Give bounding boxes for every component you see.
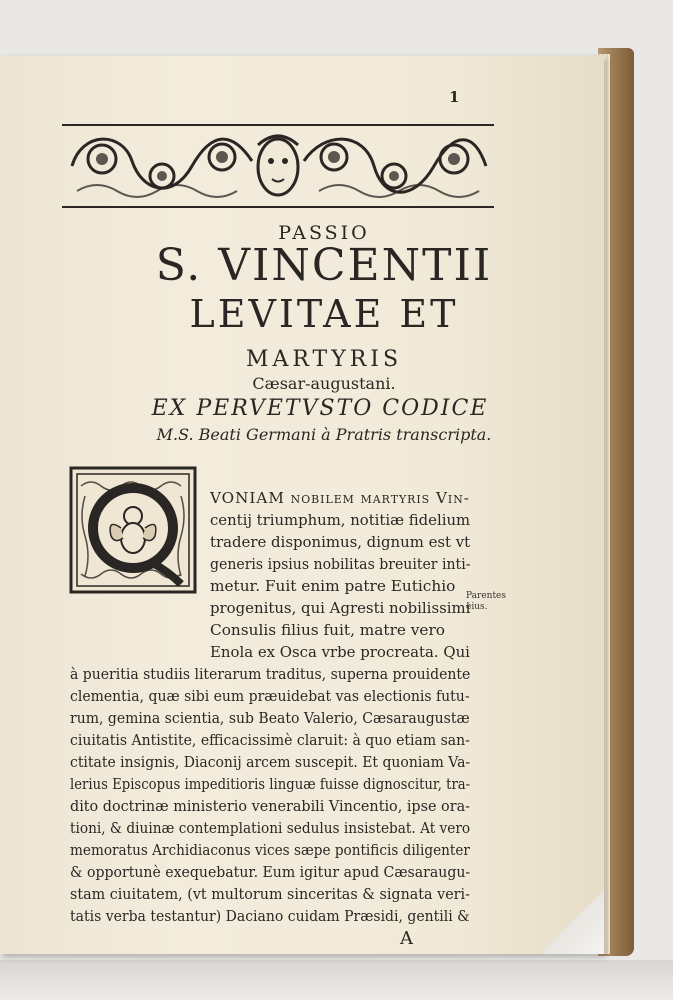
body-line: generis ipsius nobilitas breuiter inti- xyxy=(210,555,471,573)
title-place: Cæsar-augustani. xyxy=(252,374,396,393)
title-levitae: LEVITAE ET xyxy=(189,292,459,336)
catchword: A xyxy=(400,928,413,949)
body-line: tradere disponimus, dignum est vt xyxy=(210,533,471,551)
marginal-note: Parentes eius. xyxy=(466,591,507,612)
face-mask-ornament xyxy=(258,136,298,195)
body-line: lerius Episcopus impeditioris linguæ fuisse dignoscitur, tra- xyxy=(70,775,471,793)
body-line: centij triumphum, notitiæ fidelium xyxy=(210,511,471,529)
subtitle-codice: EX PERVETVSTO CODICE xyxy=(151,396,489,421)
ornamental-headpiece xyxy=(62,121,494,211)
table-surface xyxy=(0,960,673,1000)
body-line: progenitus, qui Agresti nobilissimi xyxy=(210,599,471,617)
book-page xyxy=(0,56,604,954)
body-line: tatis verba testantur) Daciano cuidam Præsidi, gentili & xyxy=(70,907,470,925)
decorated-initial-q xyxy=(69,466,197,594)
body-line: tioni, & diuinæ contemplationi sedulus insistebat. At vero xyxy=(70,819,471,837)
body-line: Enola ex Osca vrbe procreata. Qui xyxy=(210,643,470,661)
body-line: dito doctrinæ ministerio venerabili Vincentio, ipse ora- xyxy=(70,797,470,815)
body-line: ctitate insignis, Diaconij arcem suscepit. Et quoniam Va- xyxy=(70,753,471,771)
body-line: VONIAM nobilem martyris Vin- xyxy=(210,489,470,507)
body-line: rum, gemina scientia, sub Beato Valerio, Cæsaraugustæ xyxy=(70,709,470,727)
body-line: ciuitatis Antistite, efficacissimè claruit: à quo etiam san- xyxy=(70,731,470,749)
title-saint-name: S. VINCENTII xyxy=(155,240,493,291)
title-passio: PASSIO xyxy=(278,222,370,244)
body-line: stam ciuitatem, (vt multorum sinceritas & signata veri- xyxy=(70,885,470,903)
title-martyris: MARTYRIS xyxy=(245,347,403,372)
body-line: memoratus Archidiaconus vices sæpe pontificis diligenter xyxy=(70,841,470,859)
subtitle-source: M.S. Beati Germani à Pratris transcripta. xyxy=(156,425,492,444)
body-line: & opportunè exequebatur. Eum igitur apud Cæsaraugu- xyxy=(70,863,471,881)
body-line: à pueritia studiis literarum traditus, superna prouidente xyxy=(70,665,471,683)
body-line: clementia, quæ sibi eum præuidebat vas electionis futu- xyxy=(70,687,470,705)
page-number: 1 xyxy=(449,88,460,106)
body-line: Consulis filius fuit, matre vero xyxy=(210,621,446,639)
body-line: metur. Fuit enim patre Eutichio xyxy=(210,577,456,595)
